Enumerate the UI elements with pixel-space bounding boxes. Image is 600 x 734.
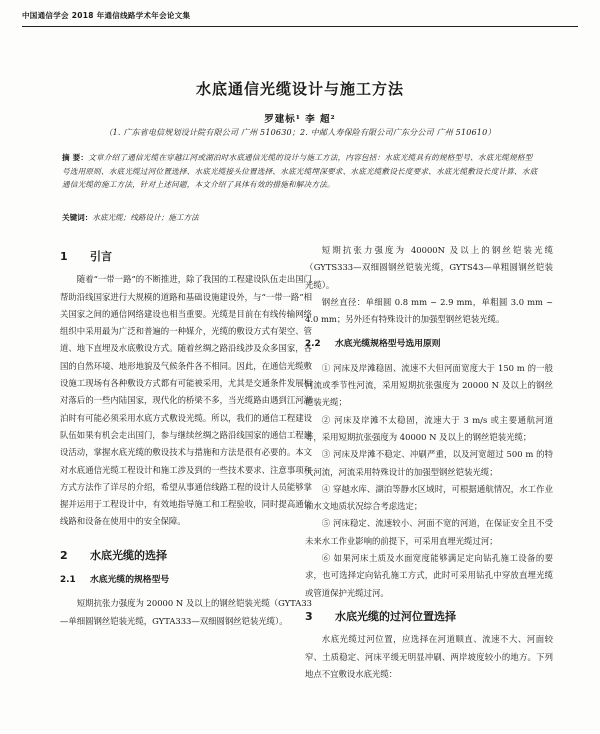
abstract (62, 151, 538, 192)
authors: 罗建标¹ 李 超² (264, 114, 336, 125)
subsection-heading: 2.1 水底光缆的规格型号 (60, 575, 170, 586)
section-heading: 2 水底光缆的选择 (60, 548, 167, 562)
left-column (60, 242, 312, 630)
list-item: ① 河床及岸滩稳固、流速不大但河面宽度大于 150 m 的一般河流或季节性河流，采用短期抗张强度为 20000 N 及以上的钢丝铠装光缆； (305, 362, 553, 408)
right-column (305, 242, 553, 683)
list-item: ⑤ 河床稳定、流速较小、河面不宽的河道，在保证安全且不受未来水工作业影响的前提下，可采用直埋光缆过河； (305, 518, 553, 546)
paragraph: 短期抗张力强度为 40000N 及以上的钢丝铠装光缆（GYTS333—双细圆钢丝铠装光缆，GYTS43—单粗圆钢丝铠装光缆）。 (305, 245, 553, 290)
list-item: ⑥ 如果河床土质及水面宽度能够满足定向钻孔施工设备的要求，也可选择定向钻孔施工方式，此时可采用钻孔中穿放直埋光缆或管道保护光缆过河。 (305, 553, 553, 598)
keywords-text: 水底光缆；线路设计；施工方法 (92, 213, 199, 222)
list-item: ④ 穿越水库、湖泊等静水区域时，可根据通航情况，水工作业和水文地质状况综合考虑选定； (305, 483, 553, 512)
abstract-label: 摘 要： (62, 153, 89, 162)
abstract-text: 文章介绍了通信光缆在穿越江河或湖泊时水底通信光缆的设计与施工方法，内容包括：水底光缆具有的规格型号、水底光缆规格型号选用原则、水底光缆过河位置选择、水底光缆接头位置选择、水底光缆埋深要求、水底光缆敷设长度要求、水底光缆敷设长度计算、水底通信光缆的施工方法，针对上述问题，本文介绍了具体有效的措施和解决方法。 (62, 153, 538, 189)
paragraph: 短期抗张力强度为 20000 N 及以上的钢丝铠装光缆（GYTA33—单细圆钢丝铠装光缆，GYTA333—双细圆钢丝铠装光缆）。 (60, 598, 312, 626)
section-heading: 3 水底光缆的过河位置选择 (305, 609, 456, 623)
keywords-label: 关键词： (62, 213, 93, 222)
subsection-heading: 2.2 水底光缆规格型号选用原则 (305, 339, 441, 350)
paper-title: 水底通信光缆设计与施工方法 (195, 80, 404, 98)
journal-header: 中国通信学会 2018 年通信线路学术年会论文集 (22, 10, 578, 27)
paragraph: 水底光缆过河位置，应选择在河道顺直、流速不大、河面较窄、土质稳定、河床平缓无明显冲刷、两岸坡度较小的地方。下列地点不宜敷设水底光缆： (305, 634, 553, 679)
section-heading: 1 引言 (60, 250, 112, 263)
list-item: ③ 河床及岸滩不稳定、冲刷严重，以及河宽超过 500 m 的特大河流，河流采用特殊设计的加强型钢丝铠装光缆； (305, 449, 553, 477)
affiliation: （1. 广东省电信规划设计院有限公司 广州 510630；2. 中邮人寿保险有限公司广东分公司 广州 510610） (104, 128, 496, 137)
keywords (62, 212, 538, 223)
paragraph: 钢丝直径：单细圆 0.8 mm ~ 2.9 mm，单粗圆 3.0 mm ~ 4.0 mm；另外还有特殊设计的加强型钢丝铠装光缆。 (305, 296, 553, 325)
intro-paragraph: 随着“一带一路”的不断推进，除了我国的工程建设队伍走出国门帮助沿线国家进行大规模的道路和基础设施建设外，与“一带一路”相关国家之间的通信网络建设也相当重要。光缆是目前在有线传输网络组织中采用最为广泛和普遍的一种媒介，光缆的敷设方式有架空、管道、地下直埋及水底敷设方式。随着丝绸之路沿线涉及众多国家，各国的自然环境、地形地貌及气候条件各不相同。因此，在通信光缆敷设施工现场有各种敷设方式都有可能被采用，尤其是交通条件发展相对落后的一些内陆国家，现代化的桥梁不多，当光缆路由遇到江河湖泊时有可能必须采用水底方式敷设光缆。所以，我们的通信工程建设队伍如果有机会走出国门，参与继续丝绸之路沿线国家的通信工程建设活动，掌握水底光缆的敷设技术与措施和方法是很有必要的。本文对水底通信光缆工程设计和施工涉及到的一些技术要求、注意事项和方式方法作了详尽的介绍，希望从事通信线路工程的设计人员能够掌握并运用于工程设计中，有效地指导施工和工程验收，同时提高通信线路和设备在使用中的安全保障。 (60, 274, 312, 527)
list-item: ② 河床及岸滩不太稳固，流速大于 3 m/s 或主要通航河道等，采用短期抗张强度为 40000 N 及以上的钢丝铠装光缆； (305, 414, 553, 442)
